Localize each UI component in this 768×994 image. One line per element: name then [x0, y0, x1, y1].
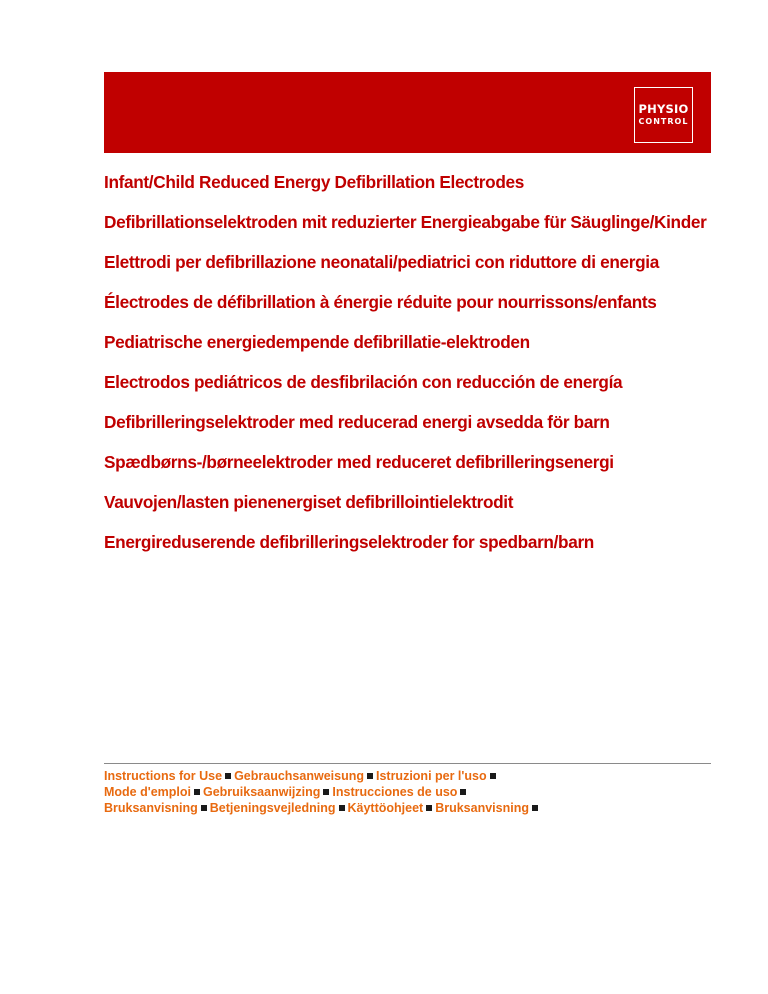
title-italian: Elettrodi per defibrillazione neonatali/pediatrici con riduttore di energia: [104, 252, 659, 272]
footer-divider: [104, 763, 711, 764]
bullet-icon: [426, 805, 432, 811]
bullet-icon: [460, 789, 466, 795]
bullet-icon: [201, 805, 207, 811]
footer-label: Bruksanvisning: [435, 801, 529, 815]
footer-label: Gebrauchsanweisung: [234, 769, 364, 783]
title-english: Infant/Child Reduced Energy Defibrillation Electrodes: [104, 172, 524, 192]
footer-label: Gebruiksaanwijzing: [203, 785, 321, 799]
title-spanish: Electrodos pediátricos de desfibrilación con reducción de energía: [104, 372, 623, 392]
bullet-icon: [225, 773, 231, 779]
title-dutch: Pediatrische energiedempende defibrillatie-elektroden: [104, 332, 530, 352]
bullet-icon: [490, 773, 496, 779]
footer-line-1: [104, 768, 714, 784]
footer-label: Betjeningsvejledning: [209, 801, 336, 815]
footer-line-2: [104, 784, 714, 800]
header-banner: [104, 72, 711, 153]
title-finnish: Vauvojen/lasten pienenergiset defibrillointielektrodit: [104, 492, 514, 512]
footer-label: Mode d'emploi: [104, 785, 191, 799]
title-norwegian: Energireduserende defibrilleringselektroder for spedbarn/barn: [104, 532, 594, 552]
title-list: [104, 172, 724, 572]
footer-label: Instrucciones de uso: [332, 785, 458, 799]
footer-label: Bruksanvisning: [104, 801, 198, 815]
bullet-icon: [367, 773, 373, 779]
bullet-icon: [532, 805, 538, 811]
footer-line-3: [104, 800, 714, 816]
bullet-icon: [194, 789, 200, 795]
footer-label: Instructions for Use: [104, 769, 223, 783]
title-danish: Spædbørns-/børneelektroder med reduceret defibrilleringsenergi: [104, 452, 614, 472]
bullet-icon: [339, 805, 345, 811]
title-german: Defibrillationselektroden mit reduzierter Energieabgabe für Säuglinge/Kinder: [104, 212, 707, 232]
footer-label: Käyttöohjeet: [347, 801, 424, 815]
title-swedish: Defibrilleringselektroder med reducerad energi avsedda för barn: [104, 412, 610, 432]
bullet-icon: [323, 789, 329, 795]
logo-text-control: CONTROL: [638, 117, 689, 126]
physio-control-logo: [634, 87, 693, 143]
footer-languages: [104, 768, 714, 816]
title-french: Électrodes de défibrillation à énergie réduite pour nourrissons/enfants: [104, 292, 657, 312]
logo-text-physio: PHYSIO: [638, 102, 689, 116]
footer-label: Istruzioni per l'uso: [375, 769, 487, 783]
